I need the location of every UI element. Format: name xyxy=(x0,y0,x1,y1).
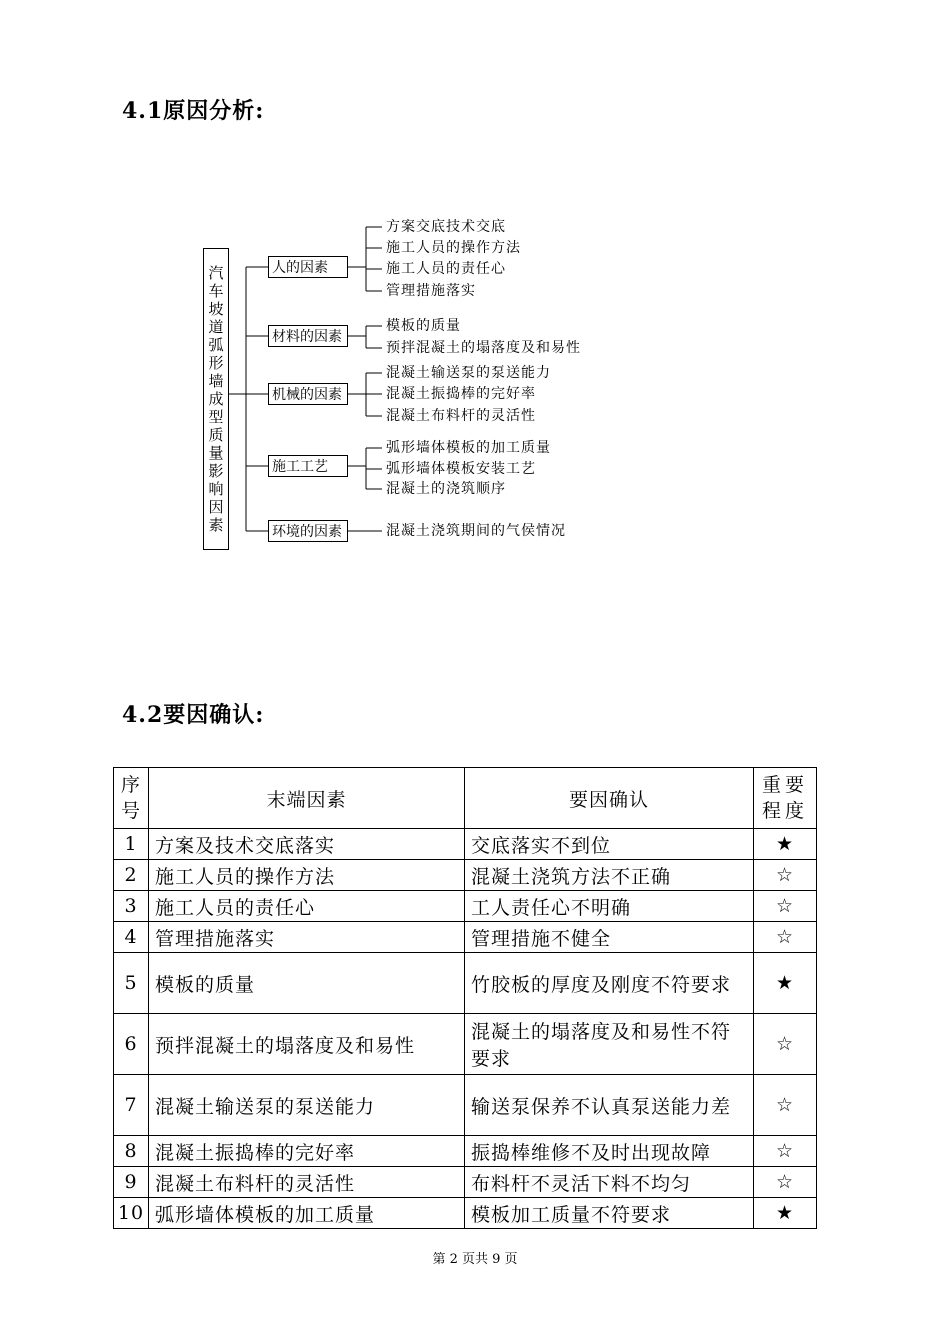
row-confirm: 布料杆不灵活下料不均匀 xyxy=(465,1167,754,1198)
category-materials: 材料的因素 xyxy=(268,325,348,347)
cause-leaf: 混凝土浇筑期间的气侯情况 xyxy=(386,523,566,539)
cause-leaf: 弧形墙体模板安装工艺 xyxy=(386,461,536,477)
row-confirm: 管理措施不健全 xyxy=(465,922,754,953)
category-machinery: 机械的因素 xyxy=(268,383,348,405)
root-cause-char: 形 xyxy=(208,354,224,372)
root-cause-box xyxy=(203,248,229,550)
root-cause-char: 弧 xyxy=(208,336,224,354)
cause-leaf: 方案交底技术交底 xyxy=(386,219,506,235)
row-factor: 方案及技术交底落实 xyxy=(149,829,465,860)
row-level: ★ xyxy=(754,829,817,860)
row-factor: 混凝土输送泵的泵送能力 xyxy=(149,1075,465,1136)
root-cause-char: 影 xyxy=(208,462,224,480)
row-level: ☆ xyxy=(754,922,817,953)
cause-leaf: 施工人员的责任心 xyxy=(386,261,506,277)
row-level: ☆ xyxy=(754,891,817,922)
cause-leaf: 混凝土布料杆的灵活性 xyxy=(386,408,536,424)
row-no: 1 xyxy=(114,829,149,860)
row-no: 4 xyxy=(114,922,149,953)
root-cause-char: 汽 xyxy=(208,264,224,282)
row-level: ☆ xyxy=(754,1014,817,1075)
table-row xyxy=(114,829,817,860)
page-footer: 第 2 页共 9 页 xyxy=(432,1252,518,1267)
table-row xyxy=(114,1198,817,1229)
row-level: ☆ xyxy=(754,1075,817,1136)
row-no: 8 xyxy=(114,1136,149,1167)
section-heading-key-factor-confirmation: 4.2要因确认: xyxy=(122,702,265,728)
row-factor: 弧形墙体模板的加工质量 xyxy=(149,1198,465,1229)
cause-leaf: 预拌混凝土的塌落度及和易性 xyxy=(386,340,581,356)
row-factor: 施工人员的操作方法 xyxy=(149,860,465,891)
root-cause-char: 墙 xyxy=(208,372,224,390)
root-cause-char: 型 xyxy=(208,408,224,426)
row-confirm: 工人责任心不明确 xyxy=(465,891,754,922)
table-row xyxy=(114,922,817,953)
key-factor-table xyxy=(113,767,817,1229)
root-cause-char: 量 xyxy=(208,444,224,462)
row-no: 5 xyxy=(114,953,149,1014)
root-cause-char: 因 xyxy=(208,498,224,516)
row-level: ☆ xyxy=(754,1136,817,1167)
header-level: 重要 程度 xyxy=(754,768,817,829)
section-heading-cause-analysis: 4.1原因分析: xyxy=(122,98,265,124)
row-confirm: 模板加工质量不符要求 xyxy=(465,1198,754,1229)
category-people: 人的因素 xyxy=(268,256,348,278)
root-cause-char: 道 xyxy=(208,318,224,336)
category-process: 施工工艺 xyxy=(268,455,348,477)
cause-tree-diagram xyxy=(190,210,620,555)
table-header-row xyxy=(114,768,817,829)
row-confirm: 混凝土浇筑方法不正确 xyxy=(465,860,754,891)
row-level: ★ xyxy=(754,1198,817,1229)
table-row xyxy=(114,1075,817,1136)
row-level: ★ xyxy=(754,953,817,1014)
table-row xyxy=(114,1136,817,1167)
root-cause-char: 成 xyxy=(208,390,224,408)
header-confirm: 要因确认 xyxy=(465,768,754,829)
root-cause-char: 响 xyxy=(208,480,224,498)
row-confirm: 振捣棒维修不及时出现故障 xyxy=(465,1136,754,1167)
category-environment: 环境的因素 xyxy=(268,520,348,542)
row-no: 9 xyxy=(114,1167,149,1198)
header-no: 序 号 xyxy=(114,768,149,829)
row-factor: 混凝土振捣棒的完好率 xyxy=(149,1136,465,1167)
row-factor: 模板的质量 xyxy=(149,953,465,1014)
cause-leaf: 混凝土输送泵的泵送能力 xyxy=(386,365,551,381)
cause-leaf: 混凝土的浇筑顺序 xyxy=(386,481,506,497)
row-confirm: 交底落实不到位 xyxy=(465,829,754,860)
row-confirm: 竹胶板的厚度及刚度不符要求 xyxy=(465,953,754,1014)
table-row xyxy=(114,1167,817,1198)
row-confirm: 输送泵保养不认真泵送能力差 xyxy=(465,1075,754,1136)
row-no: 6 xyxy=(114,1014,149,1075)
row-level: ☆ xyxy=(754,860,817,891)
table-row xyxy=(114,953,817,1014)
row-level: ☆ xyxy=(754,1167,817,1198)
root-cause-char: 车 xyxy=(208,282,224,300)
cause-leaf: 混凝土振捣棒的完好率 xyxy=(386,386,536,402)
cause-leaf: 管理措施落实 xyxy=(386,283,476,299)
root-cause-char: 素 xyxy=(208,516,224,534)
table-row xyxy=(114,1014,817,1075)
root-cause-char: 坡 xyxy=(208,300,224,318)
row-no: 3 xyxy=(114,891,149,922)
header-factor: 末端因素 xyxy=(149,768,465,829)
row-no: 2 xyxy=(114,860,149,891)
row-factor: 预拌混凝土的塌落度及和易性 xyxy=(149,1014,465,1075)
table-row xyxy=(114,891,817,922)
row-factor: 管理措施落实 xyxy=(149,922,465,953)
row-confirm: 混凝土的塌落度及和易性不符要求 xyxy=(465,1014,754,1075)
cause-leaf: 模板的质量 xyxy=(386,318,461,334)
row-no: 7 xyxy=(114,1075,149,1136)
table-row xyxy=(114,860,817,891)
row-no: 10 xyxy=(114,1198,149,1229)
row-factor: 施工人员的责任心 xyxy=(149,891,465,922)
cause-leaf: 弧形墙体模板的加工质量 xyxy=(386,440,551,456)
cause-leaf: 施工人员的操作方法 xyxy=(386,240,521,256)
root-cause-char: 质 xyxy=(208,426,224,444)
row-factor: 混凝土布料杆的灵活性 xyxy=(149,1167,465,1198)
